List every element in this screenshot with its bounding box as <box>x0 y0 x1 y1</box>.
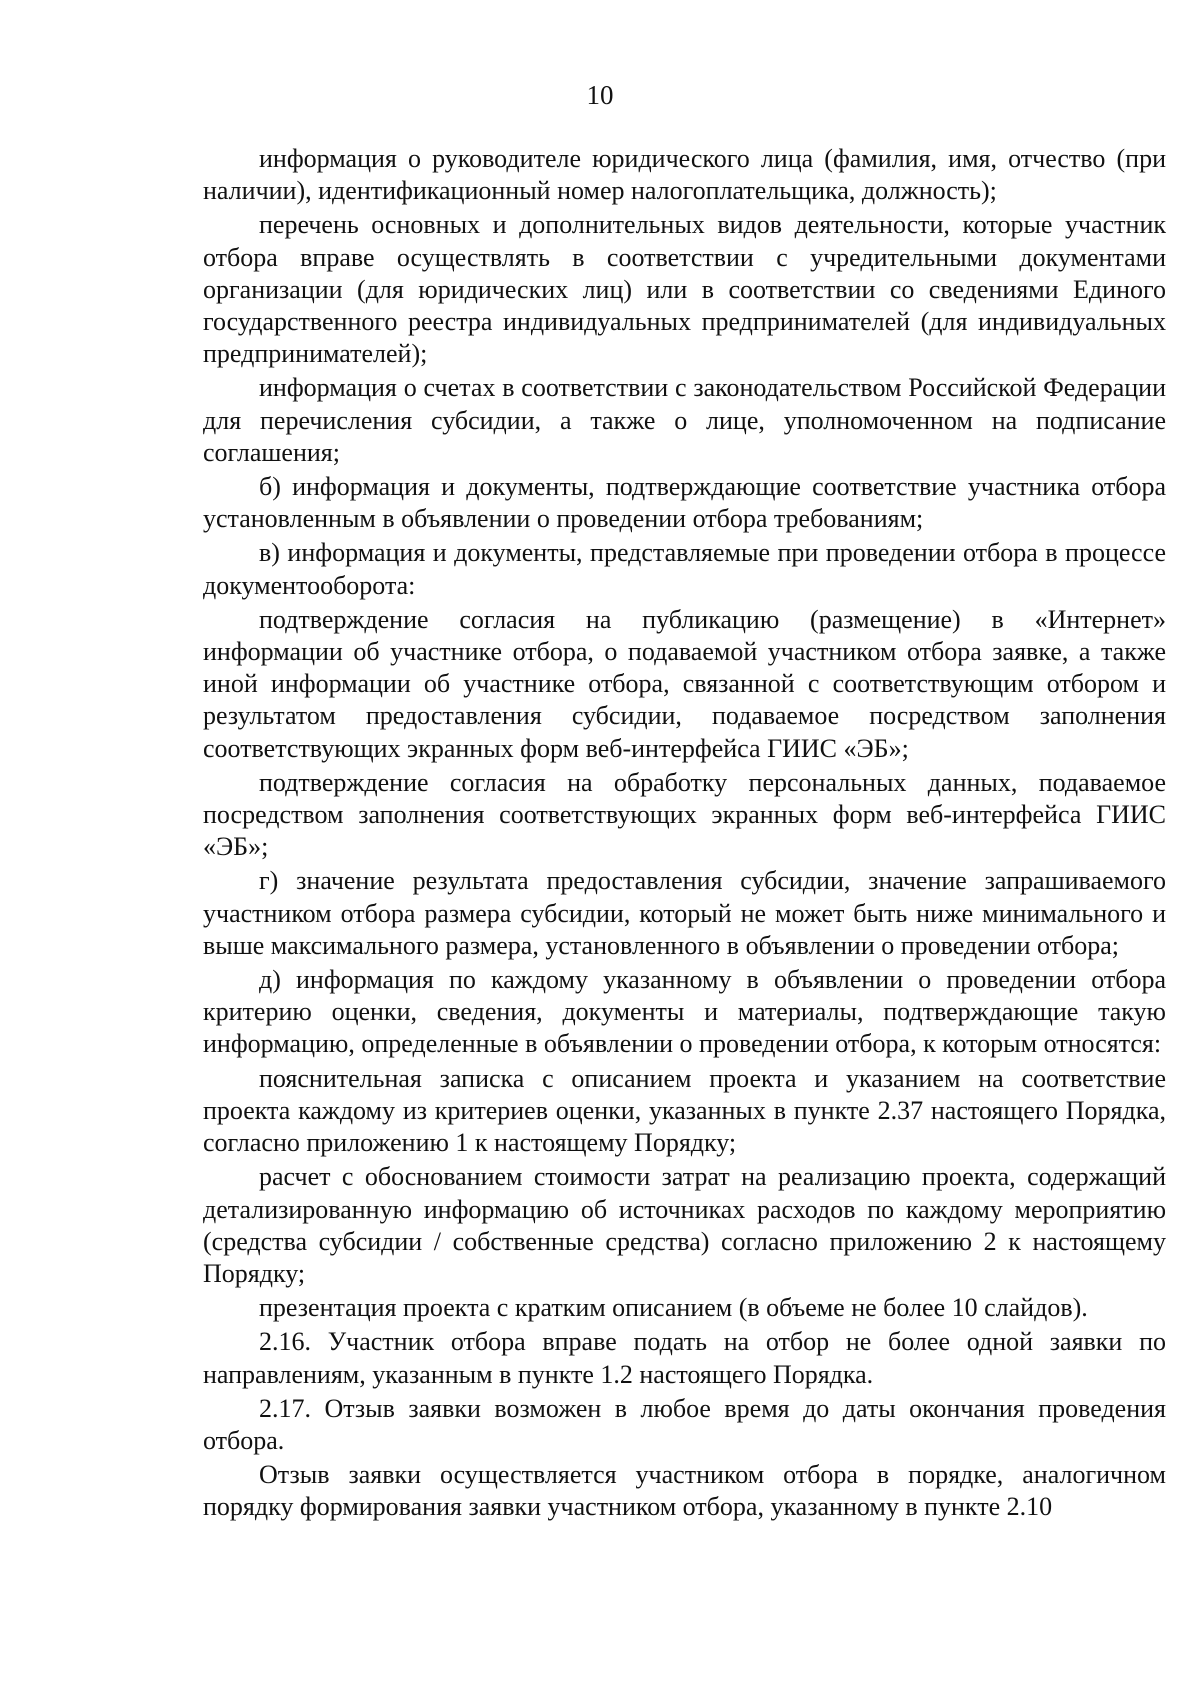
paragraph-cost-calculation: расчет с обоснованием стоимости затрат на реализацию проекта, содержащий детализированную информацию об источниках расходов по каждому мероприятию (средства субсидии / собственные средства) согласно приложению 2 к настоящему Порядку; <box>203 1162 1166 1288</box>
paragraph-2-16: 2.16. Участник отбора вправе подать на отбор не более одной заявки по направлениям, указанным в пункте 1.2 настоящего Порядка. <box>203 1327 1166 1389</box>
paragraph-2-17: 2.17. Отзыв заявки возможен в любое время до даты окончания проведения отбора. <box>203 1393 1166 1455</box>
paragraph-item-g: г) значение результата предоставления субсидии, значение запрашиваемого участником отбора размера субсидии, который не может быть ниже минимального и выше максимального размера, установленного в объявлении о проведении отбора; <box>203 866 1166 960</box>
paragraph-item-v: в) информация и документы, представляемые при проведении отбора в процессе документооборота: <box>203 538 1166 600</box>
paragraph-head-info: информация о руководителе юридического лица (фамилия, имя, отчество (при наличии), идентификационный номер налогоплательщика, должность); <box>203 144 1166 206</box>
paragraph-activity-list: перечень основных и дополнительных видов деятельности, которые участник отбора вправе осуществлять в соответствии с учредительными документами организации (для юридических лиц) или в соответствии со сведениями Единого государственного реестра индивидуальных предпринимателей (для индивидуальных предпринимателей); <box>203 210 1166 369</box>
paragraph-accounts-info: информация о счетах в соответствии с законодательством Российской Федерации для перечисления субсидии, а также о лице, уполномоченном на подписание соглашения; <box>203 373 1166 467</box>
paragraph-item-d: д) информация по каждому указанному в объявлении о проведении отбора критерию оценки, сведения, документы и материалы, подтверждающие такую информацию, определенные в объявлении о проведении отбора, к которым относятся: <box>203 965 1166 1059</box>
paragraph-presentation: презентация проекта с кратким описанием (в объеме не более 10 слайдов). <box>259 1293 1088 1323</box>
paragraph-publication-consent: подтверждение согласия на публикацию (размещение) в «Интернет» информации об участнике отбора, о подаваемой участником отбора заявке, а также иной информации об участнике отбора, связанной с соответствующим отбором и результатом предоставления субсидии, подаваемое посредством заполнения соответствующих экранных форм веб-интерфейса ГИИС «ЭБ»; <box>203 604 1166 763</box>
paragraph-explanatory-note: пояснительная записка с описанием проекта и указанием на соответствие проекта каждому из критериев оценки, указанных в пункте 2.37 настоящего Порядка, согласно приложению 1 к настоящему Порядку; <box>203 1063 1166 1158</box>
page-number: 10 <box>586 80 614 110</box>
paragraph-personal-data-consent: подтверждение согласия на обработку персональных данных, подаваемое посредством заполнения соответствующих экранных форм веб-интерфейса ГИИС «ЭБ»; <box>203 767 1166 862</box>
document-body <box>203 143 1166 1526</box>
paragraph-withdrawal: Отзыв заявки осуществляется участником отбора в порядке, аналогичном порядку формирования заявки участником отбора, указанному в пункте 2.10 <box>203 1460 1166 1522</box>
paragraph-item-b: б) информация и документы, подтверждающие соответствие участника отбора установленным в объявлении о проведении отбора требованиям; <box>203 472 1166 534</box>
